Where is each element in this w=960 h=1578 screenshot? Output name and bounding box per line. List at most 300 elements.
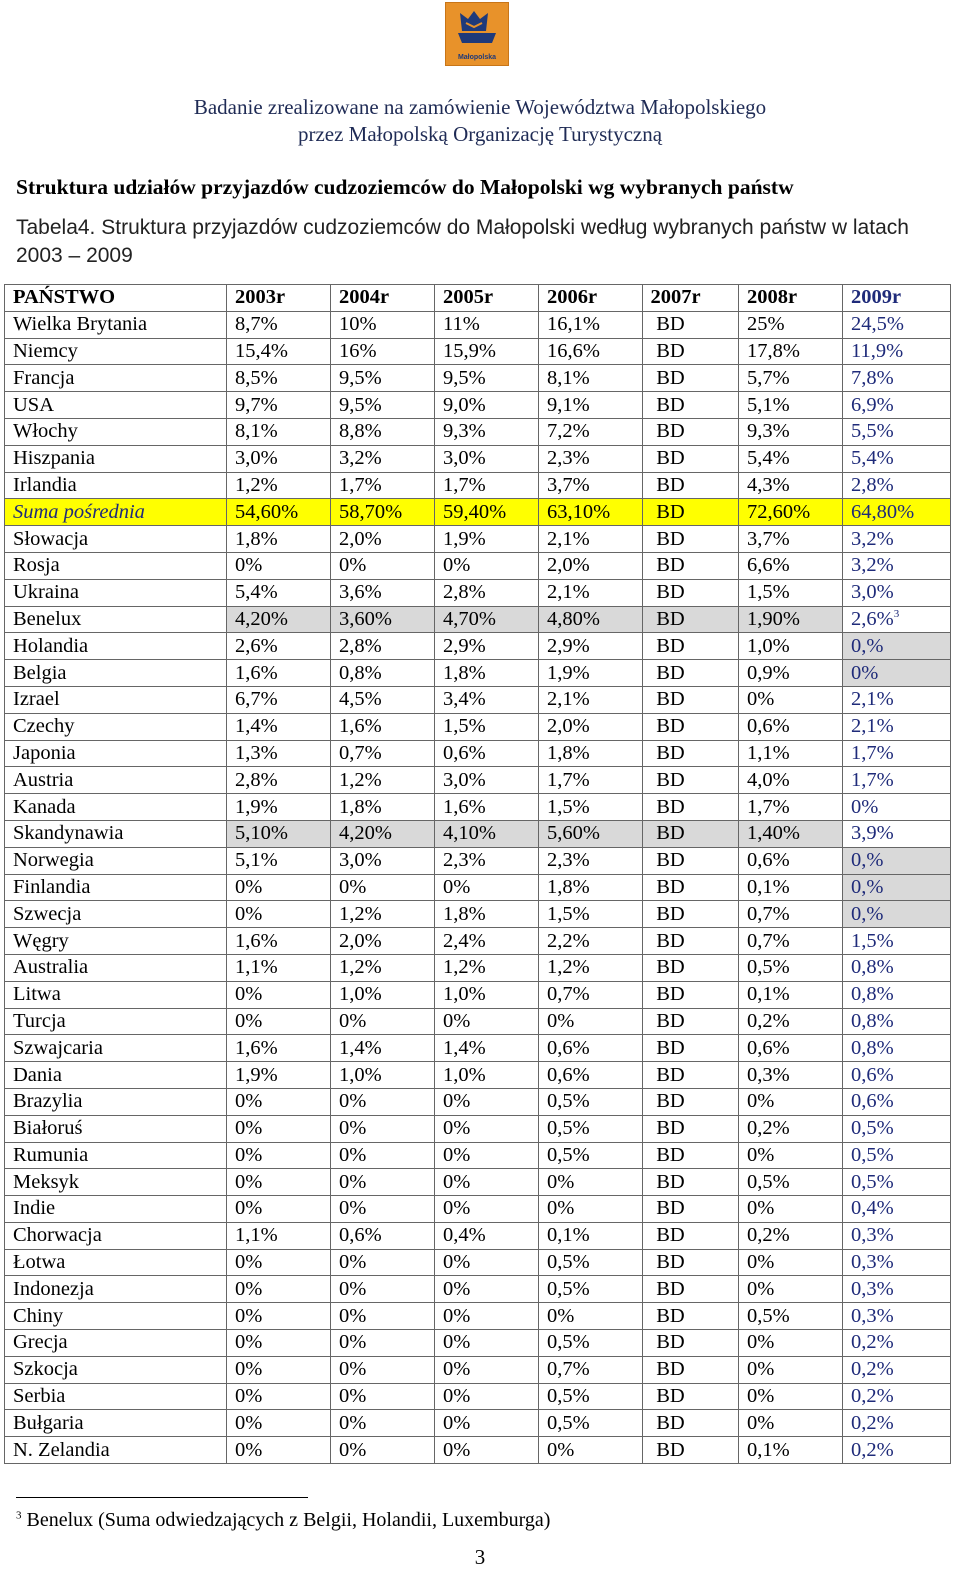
cell-text: 0,% [851,634,884,657]
cell-text: Irlandia [13,473,77,496]
cell-text: BD [656,393,685,416]
cell-text: 0,5% [547,1143,590,1166]
value-cell [227,633,331,660]
country-cell [5,1035,227,1062]
cell-text: 1,8% [547,741,590,764]
value-cell [331,445,435,472]
value-cell [739,311,843,338]
country-cell [5,418,227,445]
cell-text: 0% [443,1090,471,1113]
cell-text: 0,% [851,849,884,872]
cell-text: 0% [235,1358,263,1381]
value-cell [435,1035,539,1062]
cell-text: 1,5% [851,929,894,952]
cell-text: 0% [339,1117,367,1140]
value-cell [739,1169,843,1196]
value-cell [843,1169,951,1196]
table-row [5,660,951,687]
cell-text: Szwecja [13,902,82,925]
value-cell [331,1383,435,1410]
cell-text: 0,3% [851,1277,894,1300]
country-cell [5,981,227,1008]
logo-text: Małopolska [457,54,497,61]
cell-text: BD [656,849,685,872]
cell-text: 5,4% [235,581,278,604]
cell-text: 0% [443,1197,471,1220]
cell-text: 0% [443,1411,471,1434]
value-cell [643,981,739,1008]
cell-text: 0,5% [747,1304,790,1327]
cell-text: Chorwacja [13,1224,102,1247]
table-row [5,954,951,981]
value-cell [843,1222,951,1249]
value-cell [227,1035,331,1062]
value-cell [331,1035,435,1062]
cell-text: 0,5% [747,1170,790,1193]
cell-text: 1,0% [339,983,382,1006]
cell-text: 0% [339,554,367,577]
cell-text: 5,7% [747,366,790,389]
value-cell [643,767,739,794]
table-row [5,392,951,419]
value-cell [435,928,539,955]
cell-text: 3,60% [339,607,392,630]
country-cell [5,901,227,928]
value-cell [843,606,951,633]
table-row [5,713,951,740]
cell-text: 1,9% [443,527,486,550]
cell-text: Włochy [13,420,78,443]
cell-text: 1,5% [547,795,590,818]
value-cell [331,954,435,981]
cell-text: BD [656,822,685,845]
value-cell [227,392,331,419]
value-cell [227,1088,331,1115]
header-year: 2004r [331,285,435,312]
value-cell [539,1410,643,1437]
value-cell [331,794,435,821]
value-cell [643,606,739,633]
cell-text: 0,1% [747,1438,790,1461]
country-cell [5,767,227,794]
value-cell [435,1142,539,1169]
value-cell [539,820,643,847]
value-cell [843,1249,951,1276]
value-cell [331,928,435,955]
value-cell [227,1437,331,1464]
cell-text: BD [656,1117,685,1140]
cell-text: 0% [235,983,263,1006]
value-cell [227,740,331,767]
country-cell [5,1169,227,1196]
cell-text: 5,4% [747,447,790,470]
value-cell [739,472,843,499]
cell-text: 0% [443,1331,471,1354]
value-cell [331,820,435,847]
value-cell [331,981,435,1008]
cell-text: 2,8% [443,581,486,604]
value-cell [227,1196,331,1223]
value-cell [539,1035,643,1062]
value-cell [643,1088,739,1115]
value-cell [739,740,843,767]
cell-text: 9,3% [747,420,790,443]
value-cell [739,794,843,821]
cell-text: 0,5% [547,1090,590,1113]
cell-text: Hiszpania [13,447,95,470]
cell-text: BD [656,1090,685,1113]
country-cell [5,1222,227,1249]
cell-text: 0,7% [747,902,790,925]
cell-text: Suma pośrednia [13,500,145,523]
cell-text: 4,20% [235,607,288,630]
value-cell [227,445,331,472]
cell-text: BD [656,768,685,791]
value-cell [539,660,643,687]
cell-text: BD [656,902,685,925]
cell-text: 0% [747,1385,775,1408]
value-cell [435,767,539,794]
cell-text: 9,5% [443,366,486,389]
cell-text: 17,8% [747,339,800,362]
cell-text: 2,3% [547,447,590,470]
value-cell [539,1276,643,1303]
cell-text: 0,1% [747,983,790,1006]
value-cell [435,1276,539,1303]
table-row [5,418,951,445]
cell-text: BD [656,1197,685,1220]
value-cell [739,1410,843,1437]
cell-text: 0% [547,1009,575,1032]
cell-text: 0% [339,1438,367,1461]
value-cell [435,606,539,633]
value-cell [331,418,435,445]
cell-text: Rosja [13,554,60,577]
cell-text: 1,2% [547,956,590,979]
cell-text: 0% [547,1170,575,1193]
country-cell [5,392,227,419]
value-cell [643,338,739,365]
table-row [5,1196,951,1223]
cell-text: 1,0% [443,1063,486,1086]
cell-text: 5,5% [851,420,894,443]
value-cell [227,1249,331,1276]
cell-text: BD [656,1251,685,1274]
value-cell [227,686,331,713]
cell-text: 0,8% [851,1009,894,1032]
cell-text: 1,2% [339,956,382,979]
cell-text: Benelux [13,607,82,630]
cell-text: 0,4% [851,1197,894,1220]
cell-text: 1,90% [747,607,800,630]
cell-text: 0,2% [747,1224,790,1247]
cell-text: BD [656,500,685,523]
value-cell [843,1383,951,1410]
value-cell [435,1062,539,1089]
value-cell [843,445,951,472]
value-cell [539,874,643,901]
value-cell [643,365,739,392]
cell-text: 0,8% [851,956,894,979]
cell-text: Łotwa [13,1251,66,1274]
value-cell [331,1356,435,1383]
cell-text: 0% [339,1143,367,1166]
cell-text: 16% [339,339,377,362]
cell-text: 0% [235,1009,263,1032]
country-cell [5,874,227,901]
cell-text: Litwa [13,983,61,1006]
cell-text: 1,8% [235,527,278,550]
cell-text: 1,6% [339,715,382,738]
value-cell [331,552,435,579]
country-cell [5,1062,227,1089]
value-cell [435,1437,539,1464]
cell-text: 63,10% [547,500,611,523]
cell-text: 3,0% [339,849,382,872]
value-cell [331,499,435,526]
value-cell [843,794,951,821]
header-year: 2009r [843,285,951,312]
value-cell [643,1035,739,1062]
value-cell [843,847,951,874]
cell-text: 7,2% [547,420,590,443]
cell-text: 1,8% [547,875,590,898]
value-cell [643,686,739,713]
cell-text: 0% [235,1143,263,1166]
cell-text: 2,8% [235,768,278,791]
value-cell [227,579,331,606]
value-cell [843,392,951,419]
cell-text: 2,0% [339,527,382,550]
value-cell [643,1330,739,1357]
value-cell [739,445,843,472]
header-line-1: Badanie zrealizowane na zamówienie Województwa Małopolskiego [193,95,767,119]
table-row [5,1383,951,1410]
value-cell [227,311,331,338]
cell-text: 0% [235,1117,263,1140]
cell-text: 1,7% [851,768,894,791]
cell-text: 1,6% [235,1036,278,1059]
cell-text: BD [656,366,685,389]
cell-text: 1,6% [235,661,278,684]
value-cell [739,338,843,365]
country-cell [5,794,227,821]
value-cell [435,579,539,606]
value-cell [435,901,539,928]
value-cell [331,1276,435,1303]
cell-text: 2,0% [339,929,382,952]
value-cell [331,1410,435,1437]
cell-text: 0% [443,1304,471,1327]
country-cell [5,847,227,874]
cell-text: 0,6% [851,1063,894,1086]
cell-text: 3,0% [235,447,278,470]
cell-text: 1,7% [339,473,382,496]
value-cell [331,1169,435,1196]
cell-text: 1,7% [547,768,590,791]
cell-text: 0% [235,1170,263,1193]
value-cell [739,1088,843,1115]
table-row [5,1303,951,1330]
cell-text: 0,5% [547,1117,590,1140]
country-cell [5,1383,227,1410]
value-cell [435,874,539,901]
country-cell [5,606,227,633]
value-cell [539,928,643,955]
value-cell [539,847,643,874]
value-cell [739,1115,843,1142]
value-cell [435,686,539,713]
value-cell [331,579,435,606]
header-line-2: przez Małopolską Organizację Turystyczną [297,122,663,146]
cell-text: 0% [443,1358,471,1381]
cell-text: 1,7% [851,741,894,764]
cell-text: 0% [747,1090,775,1113]
table-row [5,1008,951,1035]
value-cell [843,1142,951,1169]
cell-text: 0% [747,688,775,711]
cell-text: Serbia [13,1385,66,1408]
cell-text: 2,6% [235,634,278,657]
value-cell [643,1222,739,1249]
value-cell [739,1035,843,1062]
value-cell [739,1437,843,1464]
value-cell [843,418,951,445]
country-cell [5,1142,227,1169]
value-cell [643,1356,739,1383]
value-cell [739,1062,843,1089]
value-cell [843,820,951,847]
cell-text: 3,0% [443,768,486,791]
value-cell [843,660,951,687]
value-cell [331,1062,435,1089]
cell-text: BD [656,1304,685,1327]
header-year: 2005r [435,285,539,312]
cell-text: 0% [339,1009,367,1032]
cell-text: Japonia [13,741,76,764]
cell-text: 2,9% [443,634,486,657]
cell-text: 2,4% [443,929,486,952]
cell-text: 0% [443,1170,471,1193]
cell-text: 0,7% [547,1358,590,1381]
cell-text: 0,2% [851,1411,894,1434]
cell-text: 0,6% [547,1063,590,1086]
cell-text: 1,2% [443,956,486,979]
cell-text: 8,1% [235,420,278,443]
cell-text: 9,1% [547,393,590,416]
value-cell [227,1356,331,1383]
value-cell [843,1035,951,1062]
table-row [5,1356,951,1383]
value-cell [331,1142,435,1169]
cell-text: 1,6% [443,795,486,818]
cell-text: 5,4% [851,447,894,470]
value-cell [227,365,331,392]
value-cell [331,606,435,633]
value-cell [331,740,435,767]
cell-text: 7,8% [851,366,894,389]
value-cell [739,606,843,633]
value-cell [843,1008,951,1035]
cell-text: 2,9% [547,634,590,657]
value-cell [739,901,843,928]
cell-text: 0,6% [851,1090,894,1113]
cell-text: Austria [13,768,74,791]
cell-text: 0,2% [747,1117,790,1140]
value-cell [227,713,331,740]
value-cell [643,1249,739,1276]
cell-text: 1,0% [747,634,790,657]
value-cell [435,954,539,981]
value-cell [843,526,951,553]
cell-text: Rumunia [13,1143,89,1166]
cell-text: 58,70% [339,500,403,523]
page-number: 3 [474,1545,486,1569]
value-cell [643,901,739,928]
cell-text: 0,3% [747,1063,790,1086]
value-cell [643,713,739,740]
cell-text: 1,0% [443,983,486,1006]
cell-text: 2,1% [547,688,590,711]
value-cell [331,1222,435,1249]
value-cell [227,981,331,1008]
value-cell [843,686,951,713]
cell-text: 1,1% [235,956,278,979]
value-cell [739,552,843,579]
value-cell [739,526,843,553]
cell-text: BD [656,1170,685,1193]
table-row [5,606,951,633]
value-cell [435,847,539,874]
cell-text: 54,60% [235,500,299,523]
cell-text: Francja [13,366,75,389]
cell-text: 1,1% [747,741,790,764]
value-cell [539,686,643,713]
cell-text: 3,4% [443,688,486,711]
value-cell [539,338,643,365]
country-cell [5,1437,227,1464]
cell-text: 0% [747,1331,775,1354]
country-cell [5,472,227,499]
value-cell [539,1008,643,1035]
value-cell [227,472,331,499]
table-row [5,1062,951,1089]
cell-text: BD [656,1411,685,1434]
cell-text: 0,1% [747,875,790,898]
table-row [5,1249,951,1276]
value-cell [843,874,951,901]
cell-text: Meksyk [13,1170,80,1193]
cell-text: 4,70% [443,607,496,630]
country-cell [5,1115,227,1142]
value-cell [331,1115,435,1142]
cell-text: 0,7% [747,929,790,952]
cell-text: 0,3% [851,1304,894,1327]
value-cell [643,1062,739,1089]
table-row [5,338,951,365]
value-cell [843,1303,951,1330]
cell-text: 0% [235,1331,263,1354]
value-cell [739,767,843,794]
value-cell [539,1142,643,1169]
value-cell [227,418,331,445]
cell-text: 0% [235,1277,263,1300]
cell-text: 0% [235,1090,263,1113]
cell-text: Brazylia [13,1090,83,1113]
value-cell [539,1196,643,1223]
cell-text: 0% [443,1143,471,1166]
cell-text: 1,5% [547,902,590,925]
